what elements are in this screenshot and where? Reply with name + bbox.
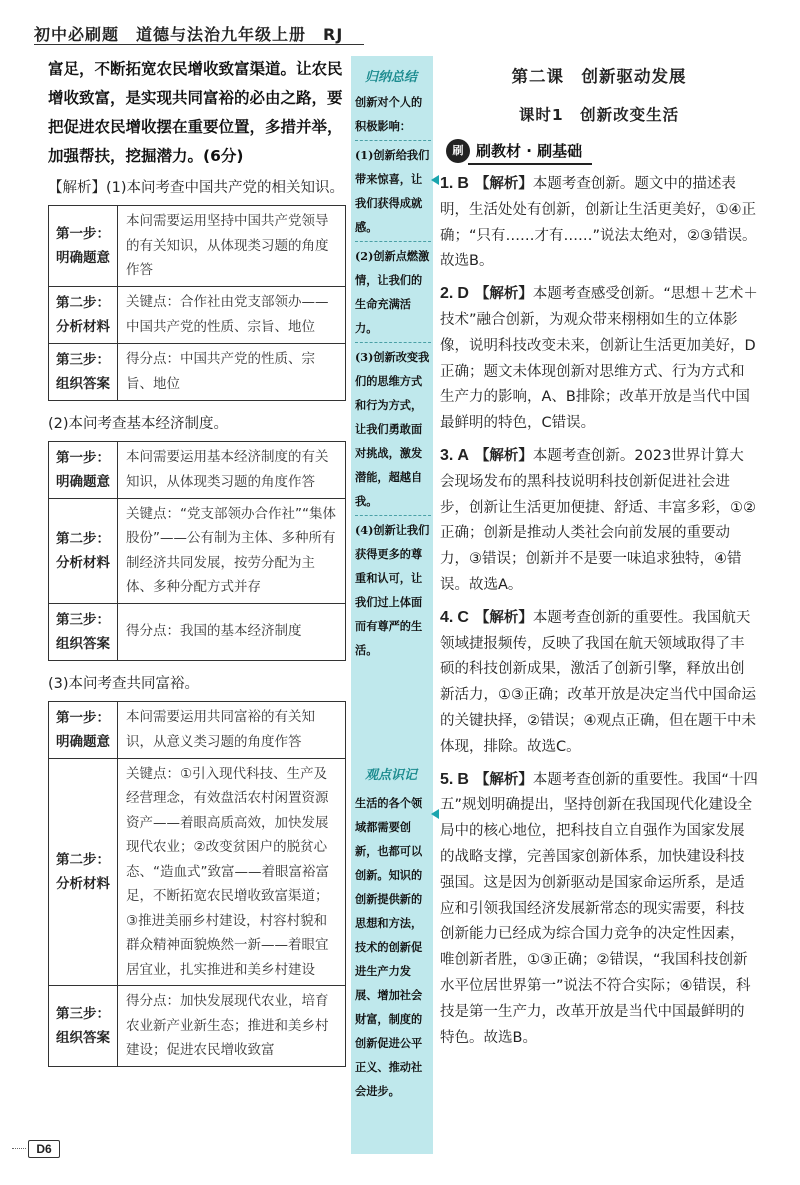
step-content: 关键点：“党支部领办合作社”“集体股份”——公有制为主体、多种所有制经济共同发展，按劳分配为主体、多种分配方式并存 xyxy=(118,498,346,603)
summary-item: (2)创新点燃激情，让我们的生命充满活力。 xyxy=(355,249,430,335)
table-row xyxy=(49,206,346,287)
table-row xyxy=(49,343,346,400)
summary-item: 创新对个人的积极影响： xyxy=(355,95,423,133)
left-column xyxy=(48,55,346,1077)
step-content: 得分点：加快发展现代农业，培育农业新产业新生态；推进和美乡村建设；促进农民增收致富 xyxy=(118,986,346,1067)
step-label: 第一步： 明确题意 xyxy=(49,206,118,287)
pointer-arrow-icon xyxy=(431,175,439,185)
answer-letter: A xyxy=(457,446,469,464)
steps-table-1 xyxy=(48,205,346,401)
table-row xyxy=(49,986,346,1067)
step-label: 第三步： 组织答案 xyxy=(49,986,118,1067)
table-row xyxy=(49,603,346,660)
step-content: 关键点：①引入现代科技、生产及经营理念，有效盘活农村闲置资源资产——着眼高质高效，加快发展现代农业；②改变贫困户的脱贫心态、“造血式”致富——着眼富裕富足，不断拓宽农民增收致富渠道；③推进美丽乡村建设，村容村貌和群众精神面貌焕然一新——着眼宜居宜业，扎实推进和美乡村建设 xyxy=(118,758,346,986)
answer-intro: 富足，不断拓宽农民增收致富渠道。让农民增收致富，是实现共同富裕的必由之路，要把促进农民增收摆在重要位置，多措并举，加强帮扶，挖掘潜力。(6分) xyxy=(48,60,343,165)
step-label: 第三步： 组织答案 xyxy=(49,603,118,660)
banner-label: 刷教材 · 刷基础 xyxy=(468,140,592,165)
step-content: 得分点：中国共产党的性质、宗旨、地位 xyxy=(118,343,346,400)
summary-item: (1)创新给我们带来惊喜，让我们获得成就感。 xyxy=(355,148,430,234)
viewpoint-block: 生活的各个领域都需要创新，也都可以创新。知识的创新提供新的思想和方法，技术的创新促进生产力发展、增加社会财富，制度的创新促进公平正义、推动社会进步。 xyxy=(355,796,423,1098)
table-row xyxy=(49,441,346,498)
section-banner xyxy=(440,139,758,165)
analysis-3: (3)本问考查共同富裕。 xyxy=(48,675,200,692)
summary-item: (3)创新改变我们的思维方式和行为方式，让我们勇敢面对挑战，激发潜能，超越自我。 xyxy=(355,350,430,508)
step-content: 得分点：我国的基本经济制度 xyxy=(118,603,346,660)
sidebar-notes xyxy=(351,56,433,1154)
step-content: 关键点：合作社由党支部领办——中国共产党的性质、宗旨、地位 xyxy=(118,286,346,343)
table-row xyxy=(49,758,346,986)
analysis-1: 【解析】(1)本问考查中国共产党的相关知识。 xyxy=(48,180,345,196)
question-item: 3. A 【解析】本题考查创新。2023世界计算大会现场发布的黑科技说明科技创新促进社会进步，创新让生活更加便捷、舒适、丰富多彩，①②正确；创新是推动人类社会向前发展的重要动力，③错误；创新并不是要一味追求独特，④错误。故选A。 xyxy=(440,446,756,593)
table-row xyxy=(49,498,346,603)
lesson-title: 第二课 创新驱动发展 xyxy=(511,67,687,86)
question-item: 1. B 【解析】本题考查创新。题文中的描述表明，生活处处有创新，创新让生活更美好，①④正确；“只有……才有……”说法太绝对，②③错误。故选B。 xyxy=(440,175,757,270)
step-label: 第一步： 明确题意 xyxy=(49,441,118,498)
table-row xyxy=(49,701,346,758)
page-header xyxy=(0,0,800,42)
step-content: 本问需要运用共同富裕的有关知识，从意义类习题的角度作答 xyxy=(118,701,346,758)
answer-letter: B xyxy=(457,175,469,192)
analysis-2: (2)本问考查基本经济制度。 xyxy=(48,415,229,432)
table-row xyxy=(49,286,346,343)
summary-item: (4)创新让我们获得更多的尊重和认可，让我们过上体面而有尊严的生活。 xyxy=(355,523,430,657)
answer-letter: B xyxy=(457,770,469,788)
steps-table-2 xyxy=(48,441,346,661)
question-item: 5. B 【解析】本题考查创新的重要性。我国“十四五”规划明确提出，坚持创新在我国现代化建设全局中的核心地位，把科技自立自强作为国家发展的战略支撑，完善国家创新体系，加快建设科技强国。这是因为创新驱动是国家命运所系，是适应和引领我国经济发展新常态的现实需要，科技创新能力已经成为综合国力竞争的决定性因素，唯创新者胜，①③正确；②错误，“我国科技创新水平位居世界第一”说法不符合实际；④错误，科技是第一生产力，改革开放是当代中国最鲜明的特色。故选B。 xyxy=(440,770,758,1046)
step-label: 第二步： 分析材料 xyxy=(49,286,118,343)
header-title: 初中必刷题 道德与法治九年级上册 RJ xyxy=(34,25,344,44)
brush-icon: 刷 xyxy=(446,139,470,163)
step-label: 第二步： 分析材料 xyxy=(49,758,118,986)
question-item: 2. D 【解析】本题考查感受创新。“思想＋艺术＋技术”融合创新，为观众带来栩栩如生的立体影像，说明科技改变未来，创新让生活更加美好，D正确；题文未体现创新对思维方式、行为方式和生产力的影响，A、B排除；改革开放是当代中国最鲜明的特色，C错误。 xyxy=(440,285,758,432)
step-label: 第三步： 组织答案 xyxy=(49,343,118,400)
summary-tag: 归纳总结 xyxy=(365,70,418,85)
header-rule xyxy=(34,44,364,45)
step-label: 第一步： 明确题意 xyxy=(49,701,118,758)
answer-letter: C xyxy=(457,608,469,626)
step-content: 本问需要运用基本经济制度的有关知识，从体现类习题的角度作答 xyxy=(118,441,346,498)
footer-dots xyxy=(12,1148,26,1149)
pointer-arrow-icon xyxy=(431,809,439,819)
answer-letter: D xyxy=(457,285,469,303)
viewpoint-tag: 观点识记 xyxy=(365,768,418,783)
summary-block xyxy=(355,90,431,662)
step-content: 本问需要运用坚持中国共产党领导的有关知识，从体现类习题的角度作答 xyxy=(118,206,346,287)
right-column xyxy=(440,56,758,1051)
page-number: D6 xyxy=(28,1140,60,1158)
steps-table-3 xyxy=(48,701,346,1067)
step-label: 第二步： 分析材料 xyxy=(49,498,118,603)
question-item: 4. C 【解析】本题考查创新的重要性。我国航天领域捷报频传，反映了我国在航天领域取得了丰硕的科技创新成果，激活了创新引擎，释放出创新活力，①③正确；改革开放是决定当代中国命运的关键抉择，②错误；④观点正确，但在题干中未体现，排除。故选C。 xyxy=(440,608,756,755)
period-title: 课时1 创新改变生活 xyxy=(518,106,680,124)
